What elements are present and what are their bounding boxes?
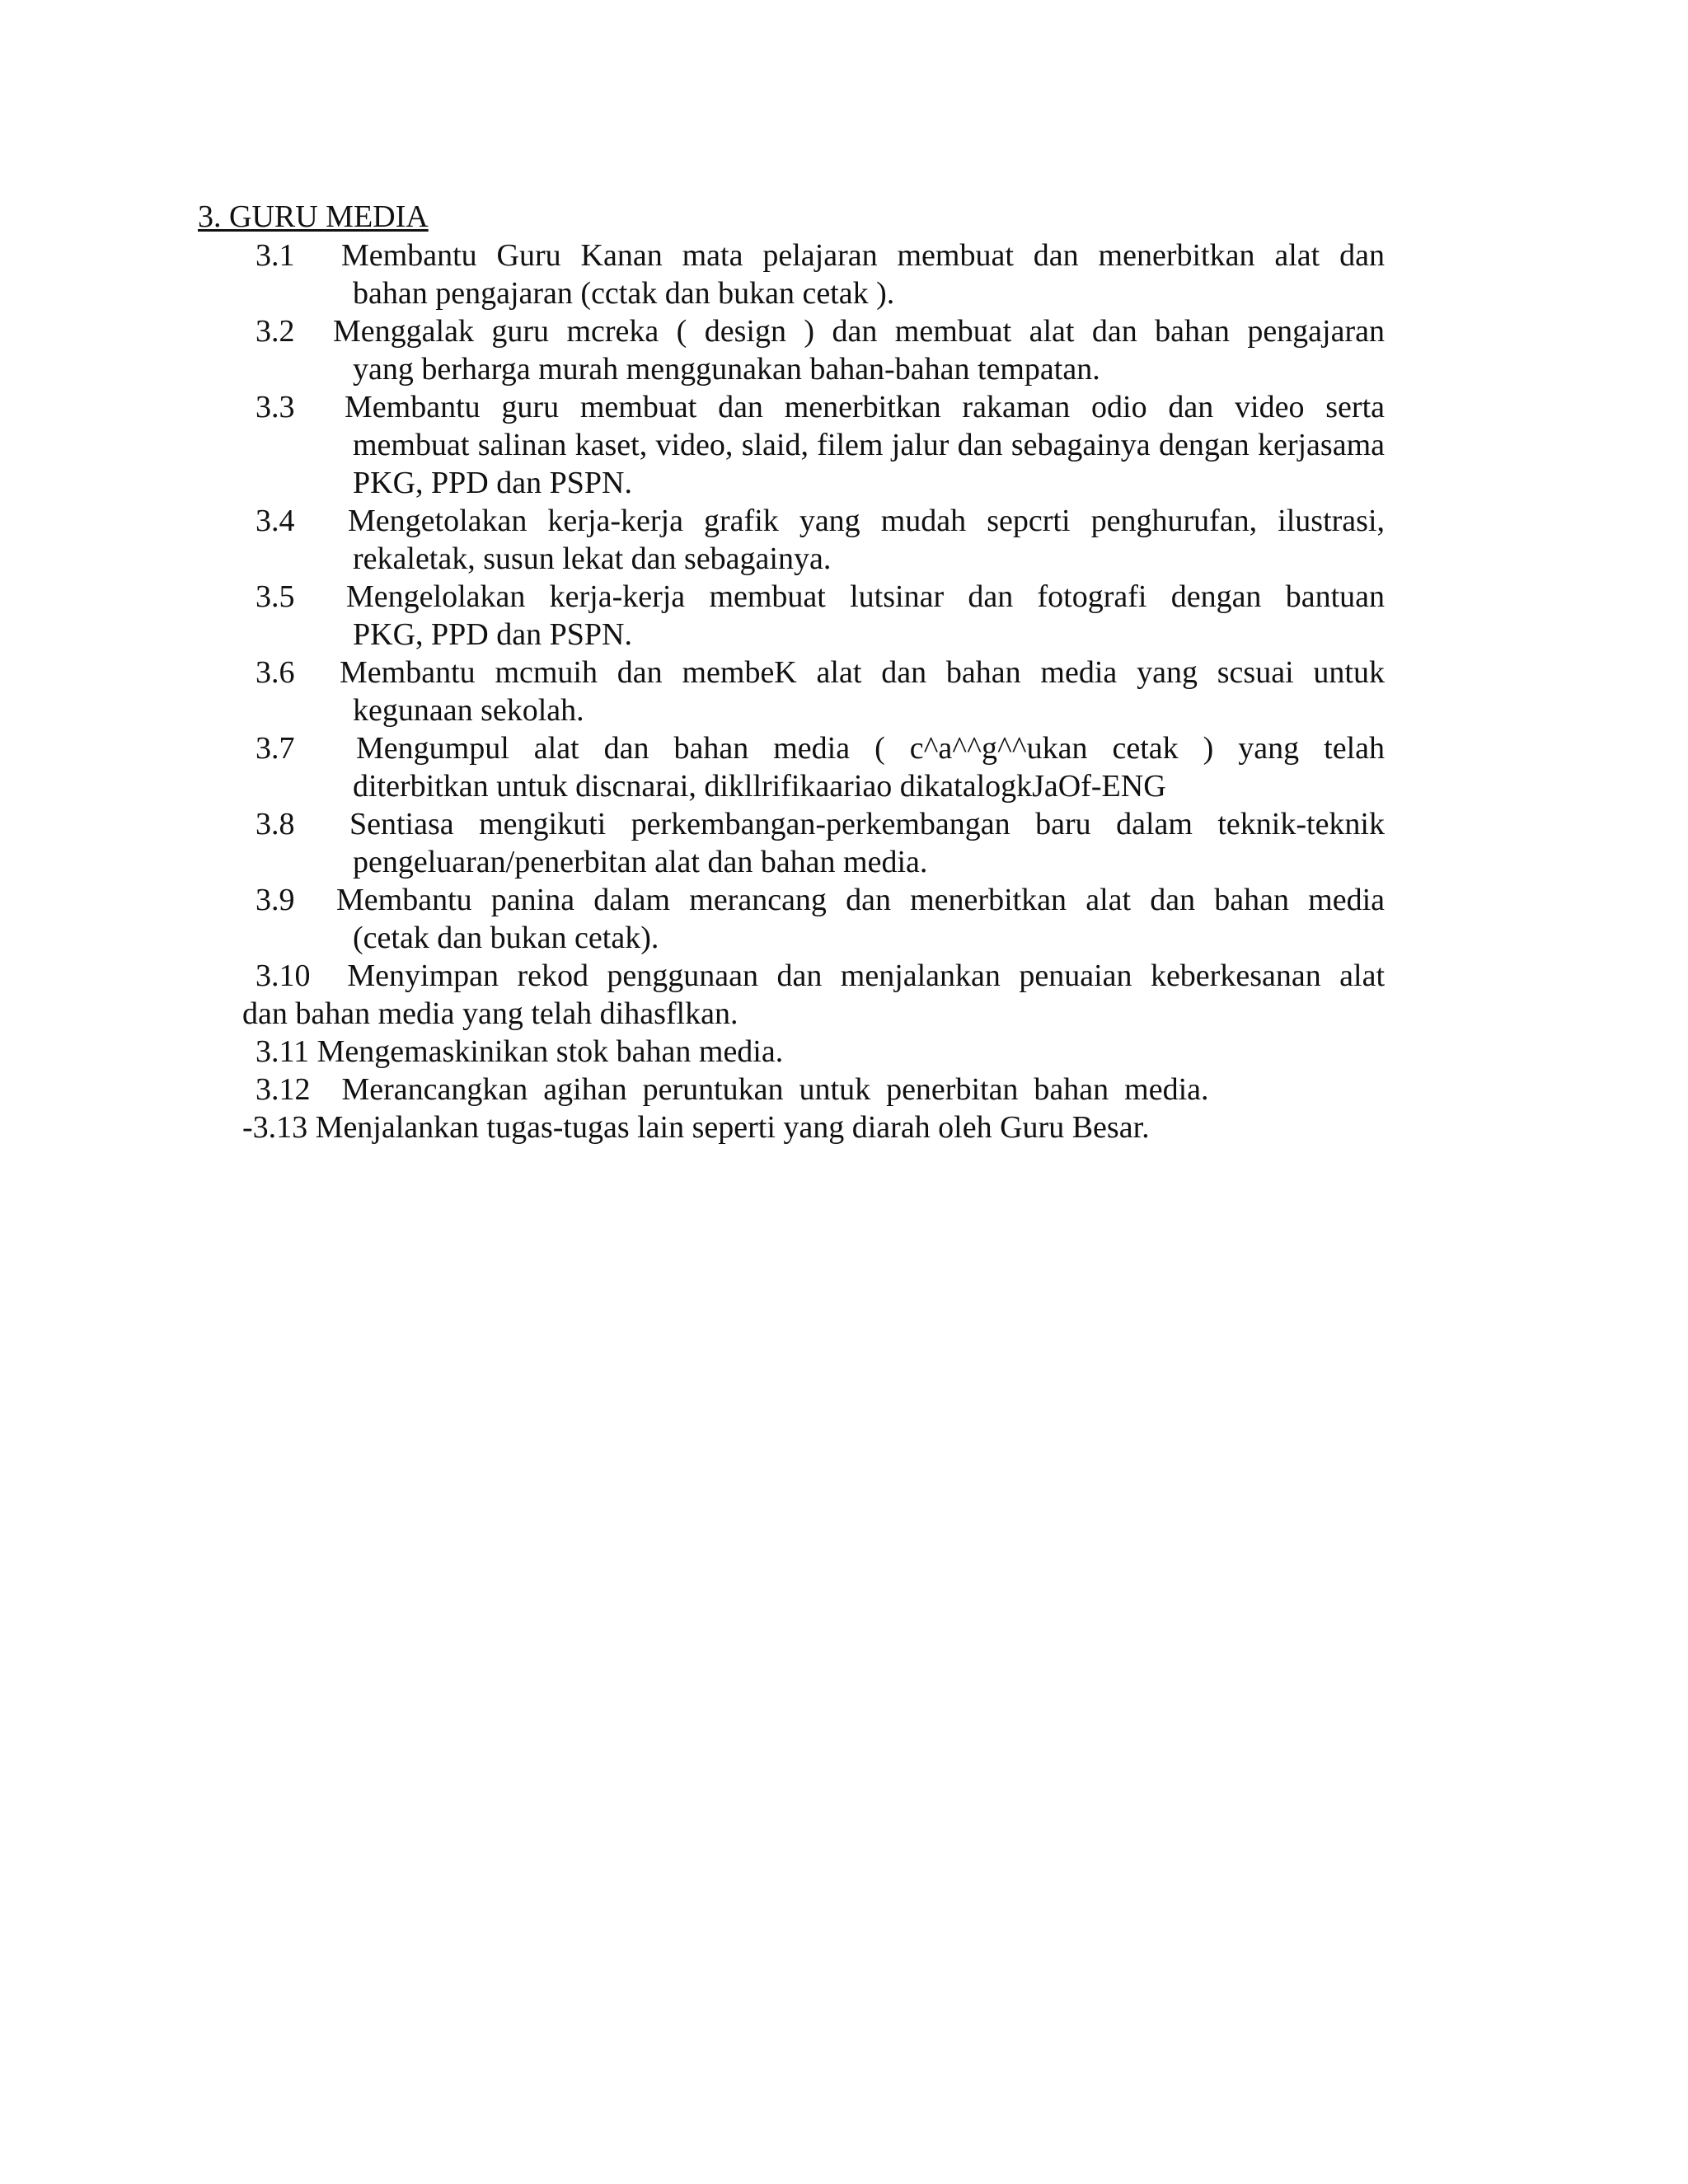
item-first-line: Menggalak guru mcreka ( design ) dan membuat alat dan bahan pengajaran: [333, 314, 1385, 349]
list-item-3-8: [198, 805, 1385, 881]
list-item-3-1: [198, 237, 1385, 312]
list-item-3-13: -3.13 Menjalankan tugas-tugas lain seperti yang diarah oleh Guru Besar.: [242, 1110, 1150, 1145]
item-first-line: [242, 957, 1385, 995]
list-item-3-2: [198, 312, 1385, 388]
item-first-line: Mengelolakan kerja-kerja membuat lutsinar dan fotografi dengan bantuan: [346, 579, 1385, 614]
list-item-3-3: [198, 388, 1385, 502]
item-continuation: diterbitkan untuk discnarai, dikllrifikaariao dikatalogkJaOf-ENG: [353, 769, 1166, 804]
item-continuation: kegunaan sekolah.: [353, 693, 584, 728]
item-first-line-text: Menyimpan rekod penggunaan dan menjalankan penuaian keberkesanan alat: [347, 958, 1386, 993]
list-item-3-6: [198, 654, 1385, 729]
item-number: 3.5: [256, 579, 295, 614]
item-first-line: Mengetolakan kerja-kerja grafik yang mudah sepcrti penghurufan, ilustrasi,: [348, 504, 1385, 538]
item-first-line: Membantu mcmuih dan membeK alat dan bahan media yang scsuai untuk: [340, 655, 1385, 690]
item-continuation: dan bahan media yang telah dihasflkan.: [242, 996, 738, 1031]
item-continuation: rekaletak, susun lekat dan sebagainya.: [353, 541, 832, 576]
item-number: 3.1: [256, 238, 295, 273]
item-number: 3.4: [256, 504, 295, 538]
item-continuation: PKG, PPD dan PSPN.: [353, 617, 632, 652]
item-continuation: bahan pengajaran (cctak dan bukan cetak ).: [353, 276, 895, 311]
item-number: 3.8: [256, 807, 295, 841]
item-number: 3.10: [256, 958, 311, 993]
item-number: 3.7: [256, 731, 295, 766]
list-item-3-12: 3.12 Merancangkan agihan peruntukan untuk penerbitan bahan media.: [256, 1072, 1209, 1107]
list-item-3-4: [198, 502, 1385, 578]
item-number: 3.3: [256, 390, 295, 424]
item-first-line: Membantu Guru Kanan mata pelajaran membuat dan menerbitkan alat dan: [341, 238, 1385, 273]
list-item-3-9: [198, 881, 1385, 957]
item-first-line: Membantu guru membuat dan menerbitkan rakaman odio dan video serta: [345, 390, 1385, 424]
item-continuation: pengeluaran/penerbitan alat dan bahan media.: [353, 845, 928, 879]
list-item-3-11: 3.11 Mengemaskinikan stok bahan media.: [256, 1034, 784, 1069]
item-first-line: Membantu panina dalam merancang dan menerbitkan alat dan bahan media: [336, 883, 1385, 917]
item-number: 3.2: [256, 314, 295, 349]
item-continuation: yang berharga murah menggunakan bahan-bahan tempatan.: [353, 352, 1100, 387]
item-first-line: Sentiasa mengikuti perkembangan-perkembangan baru dalam teknik-teknik: [349, 807, 1385, 841]
item-number: 3.9: [256, 883, 295, 917]
item-continuation: (cetak dan bukan cetak).: [353, 921, 659, 955]
duty-list: [198, 237, 1385, 1146]
section-heading: 3. GURU MEDIA: [198, 199, 429, 234]
list-item-3-7: [198, 729, 1385, 805]
list-item-3-10: [198, 957, 1385, 1033]
item-number: 3.6: [256, 655, 295, 690]
list-item-3-5: [198, 578, 1385, 654]
item-continuation: membuat salinan kaset, video, slaid, filem jalur dan sebagainya dengan kerjasama PKG, PPD dan PSPN.: [353, 428, 1385, 500]
item-first-line: Mengumpul alat dan bahan media ( c^a^^g^^ukan cetak ) yang telah: [356, 731, 1385, 766]
